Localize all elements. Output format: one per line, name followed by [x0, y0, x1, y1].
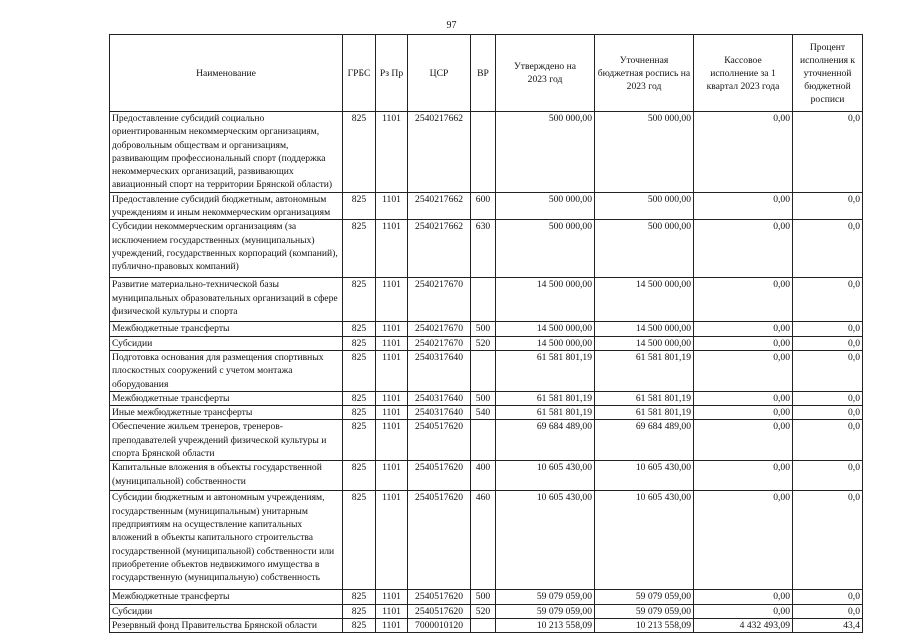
row-grbs: 825 — [343, 322, 376, 336]
row-vr: 520 — [471, 336, 496, 350]
row-rzpr: 1101 — [376, 278, 408, 322]
row-grbs: 825 — [343, 112, 376, 193]
row-rzpr: 1101 — [376, 220, 408, 278]
page-number: 97 — [446, 20, 457, 31]
row-grbs: 825 — [343, 590, 376, 604]
row-cash: 0,00 — [694, 112, 793, 193]
row-approved: 500 000,00 — [496, 220, 595, 278]
row-approved: 500 000,00 — [496, 112, 595, 193]
row-cash: 0,00 — [694, 220, 793, 278]
row-name: Иные межбюджетные трансферты — [110, 406, 343, 420]
row-percent: 0,0 — [793, 278, 863, 322]
row-name: Межбюджетные трансферты — [110, 391, 343, 405]
row-percent: 0,0 — [793, 461, 863, 491]
row-name: Капитальные вложения в объекты государственной (муниципальной) собственности — [110, 461, 343, 491]
row-name: Субсидии некоммерческим организациям (за исключением государственных (муниципальных) учреждений, государственных корпораций (компаний), публично-правовых компаний) — [110, 220, 343, 278]
table-row — [110, 590, 863, 604]
row-rzpr: 1101 — [376, 420, 408, 461]
row-name: Субсидии — [110, 336, 343, 350]
row-rzpr: 1101 — [376, 350, 408, 391]
row-cash: 0,00 — [694, 278, 793, 322]
row-rzpr: 1101 — [376, 590, 408, 604]
row-cash: 0,00 — [694, 604, 793, 618]
row-approved: 61 581 801,19 — [496, 391, 595, 405]
row-name: Межбюджетные трансферты — [110, 590, 343, 604]
row-refined: 61 581 801,19 — [595, 406, 694, 420]
row-refined: 14 500 000,00 — [595, 336, 694, 350]
row-rzpr: 1101 — [376, 336, 408, 350]
row-rzpr: 1101 — [376, 322, 408, 336]
row-csr: 2540517620 — [408, 461, 471, 491]
row-refined: 61 581 801,19 — [595, 391, 694, 405]
row-rzpr: 1101 — [376, 461, 408, 491]
table-row — [110, 336, 863, 350]
row-name: Межбюджетные трансферты — [110, 322, 343, 336]
row-grbs: 825 — [343, 350, 376, 391]
row-csr: 2540317640 — [408, 391, 471, 405]
row-vr: 600 — [471, 192, 496, 220]
table-row — [110, 192, 863, 220]
row-percent: 0,0 — [793, 590, 863, 604]
row-name: Обеспечение жильем тренеров, тренеров-преподавателей учреждений физической культуры и спорта Брянской области — [110, 420, 343, 461]
header-rzpr: Рз Пр — [376, 35, 408, 112]
row-approved: 59 079 059,00 — [496, 604, 595, 618]
table-row — [110, 278, 863, 322]
row-rzpr: 1101 — [376, 491, 408, 590]
row-vr — [471, 618, 496, 632]
row-vr: 400 — [471, 461, 496, 491]
row-percent: 0,0 — [793, 192, 863, 220]
row-percent: 0,0 — [793, 406, 863, 420]
row-grbs: 825 — [343, 491, 376, 590]
header-percent: Процент исполнения к уточненной бюджетной росписи — [793, 35, 863, 112]
row-vr: 540 — [471, 406, 496, 420]
row-name: Предоставление субсидий бюджетным, автономным учреждениям и иным некоммерческим организациям — [110, 192, 343, 220]
row-refined: 10 605 430,00 — [595, 461, 694, 491]
row-rzpr: 1101 — [376, 604, 408, 618]
row-vr — [471, 350, 496, 391]
row-csr: 7000010120 — [408, 618, 471, 632]
table-row — [110, 391, 863, 405]
header-grbs: ГРБС — [343, 35, 376, 112]
header-name: Наименование — [110, 35, 343, 112]
row-approved: 69 684 489,00 — [496, 420, 595, 461]
row-cash: 0,00 — [694, 192, 793, 220]
row-grbs: 825 — [343, 461, 376, 491]
row-percent: 0,0 — [793, 322, 863, 336]
header-refined: Уточненная бюджетная роспись на 2023 год — [595, 35, 694, 112]
row-grbs: 825 — [343, 406, 376, 420]
row-csr: 2540217662 — [408, 220, 471, 278]
row-rzpr: 1101 — [376, 112, 408, 193]
row-refined: 10 213 558,09 — [595, 618, 694, 632]
row-percent: 43,4 — [793, 618, 863, 632]
table-row — [110, 491, 863, 590]
row-grbs: 825 — [343, 618, 376, 632]
row-grbs: 825 — [343, 278, 376, 322]
row-cash: 0,00 — [694, 420, 793, 461]
table-row — [110, 604, 863, 618]
row-approved: 14 500 000,00 — [496, 336, 595, 350]
row-name: Предоставление субсидий социально ориентированным некоммерческим организациям, добровольным обществам и организациям, развивающим профессиональный спорт (поддержка некоммерческих организаций, развивающих авиационный спорт на территории Брянской области) — [110, 112, 343, 193]
table-row — [110, 112, 863, 193]
row-grbs: 825 — [343, 604, 376, 618]
table-row — [110, 461, 863, 491]
row-refined: 14 500 000,00 — [595, 278, 694, 322]
row-name: Развитие материально-технической базы муниципальных образовательных организаций в сфере физической культуры и спорта — [110, 278, 343, 322]
table-row — [110, 406, 863, 420]
header-approved: Утверждено на 2023 год — [496, 35, 595, 112]
row-csr: 2540517620 — [408, 420, 471, 461]
row-approved: 61 581 801,19 — [496, 406, 595, 420]
row-vr — [471, 420, 496, 461]
row-vr: 500 — [471, 590, 496, 604]
row-vr: 460 — [471, 491, 496, 590]
row-refined: 14 500 000,00 — [595, 322, 694, 336]
row-approved: 10 213 558,09 — [496, 618, 595, 632]
row-name: Субсидии — [110, 604, 343, 618]
row-refined: 500 000,00 — [595, 112, 694, 193]
row-rzpr: 1101 — [376, 406, 408, 420]
row-grbs: 825 — [343, 220, 376, 278]
header-vr: ВР — [471, 35, 496, 112]
row-grbs: 825 — [343, 336, 376, 350]
row-csr: 2540217662 — [408, 192, 471, 220]
row-csr: 2540217670 — [408, 336, 471, 350]
row-refined: 500 000,00 — [595, 192, 694, 220]
row-cash: 4 432 493,09 — [694, 618, 793, 632]
table-row — [110, 220, 863, 278]
table-row — [110, 618, 863, 632]
row-rzpr: 1101 — [376, 192, 408, 220]
table-row — [110, 350, 863, 391]
row-refined: 59 079 059,00 — [595, 604, 694, 618]
row-name: Подготовка основания для размещения спортивных плоскостных сооружений с учетом монтажа оборудования — [110, 350, 343, 391]
row-grbs: 825 — [343, 420, 376, 461]
row-cash: 0,00 — [694, 491, 793, 590]
row-percent: 0,0 — [793, 112, 863, 193]
row-refined: 500 000,00 — [595, 220, 694, 278]
row-percent: 0,0 — [793, 220, 863, 278]
row-approved: 14 500 000,00 — [496, 322, 595, 336]
row-csr: 2540517620 — [408, 590, 471, 604]
row-rzpr: 1101 — [376, 391, 408, 405]
row-name: Резервный фонд Правительства Брянской области — [110, 618, 343, 632]
row-cash: 0,00 — [694, 590, 793, 604]
row-cash: 0,00 — [694, 350, 793, 391]
row-vr: 500 — [471, 322, 496, 336]
row-cash: 0,00 — [694, 461, 793, 491]
row-csr: 2540317640 — [408, 350, 471, 391]
row-vr — [471, 278, 496, 322]
row-csr: 2540517620 — [408, 491, 471, 590]
row-csr: 2540517620 — [408, 604, 471, 618]
row-cash: 0,00 — [694, 391, 793, 405]
header-cash: Кассовое исполнение за 1 квартал 2023 года — [694, 35, 793, 112]
row-percent: 0,0 — [793, 491, 863, 590]
row-vr: 520 — [471, 604, 496, 618]
row-csr: 2540217662 — [408, 112, 471, 193]
row-approved: 14 500 000,00 — [496, 278, 595, 322]
header-csr: ЦСР — [408, 35, 471, 112]
row-percent: 0,0 — [793, 420, 863, 461]
row-approved: 59 079 059,00 — [496, 590, 595, 604]
row-cash: 0,00 — [694, 336, 793, 350]
row-approved: 10 605 430,00 — [496, 491, 595, 590]
row-rzpr: 1101 — [376, 618, 408, 632]
row-grbs: 825 — [343, 192, 376, 220]
row-csr: 2540217670 — [408, 322, 471, 336]
row-csr: 2540317640 — [408, 406, 471, 420]
row-refined: 59 079 059,00 — [595, 590, 694, 604]
row-refined: 10 605 430,00 — [595, 491, 694, 590]
row-approved: 10 605 430,00 — [496, 461, 595, 491]
row-name: Субсидии бюджетным и автономным учреждениям, государственным (муниципальным) унитарным предприятиям на осуществление капитальных вложений в объекты капитального строительства государственной (муниципальной) собственности или приобретение объектов недвижимого имущества в государственную (муниципальную) собственность — [110, 491, 343, 590]
row-percent: 0,0 — [793, 604, 863, 618]
row-percent: 0,0 — [793, 350, 863, 391]
table-row — [110, 420, 863, 461]
row-cash: 0,00 — [694, 322, 793, 336]
row-vr — [471, 112, 496, 193]
row-grbs: 825 — [343, 391, 376, 405]
budget-table — [109, 34, 863, 633]
row-approved: 500 000,00 — [496, 192, 595, 220]
row-percent: 0,0 — [793, 391, 863, 405]
row-percent: 0,0 — [793, 336, 863, 350]
row-approved: 61 581 801,19 — [496, 350, 595, 391]
row-refined: 61 581 801,19 — [595, 350, 694, 391]
row-refined: 69 684 489,00 — [595, 420, 694, 461]
row-cash: 0,00 — [694, 406, 793, 420]
row-vr: 500 — [471, 391, 496, 405]
row-csr: 2540217670 — [408, 278, 471, 322]
row-vr: 630 — [471, 220, 496, 278]
table-row — [110, 322, 863, 336]
header-row — [110, 35, 863, 112]
